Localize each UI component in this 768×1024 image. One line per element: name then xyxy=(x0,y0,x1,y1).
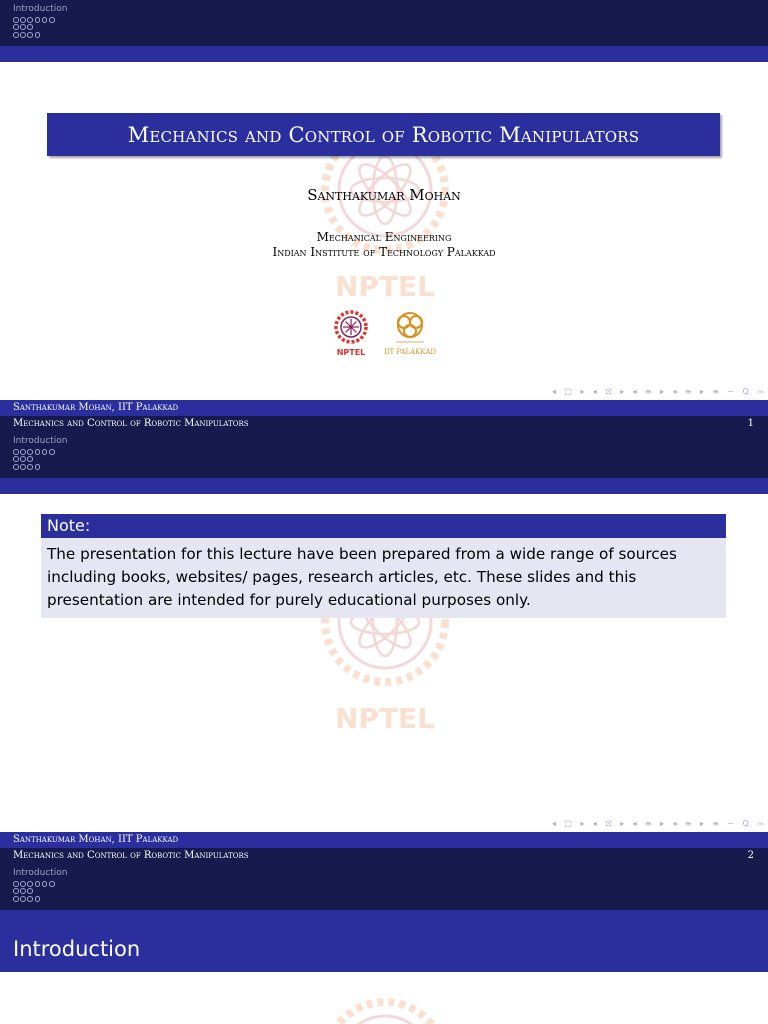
frame-dot-icon[interactable] xyxy=(35,896,41,902)
subsection-navigation-dots xyxy=(13,448,56,471)
frame-dot-icon[interactable] xyxy=(20,449,26,455)
frame-dot-icon[interactable] xyxy=(49,449,55,455)
nav-control-icon[interactable]: ∽ xyxy=(727,386,735,396)
iit-palakkad-logo xyxy=(380,310,440,362)
nav-control-icon[interactable]: ◂ xyxy=(632,818,637,828)
frame-dot-icon[interactable] xyxy=(27,32,33,38)
nav-control-icon[interactable]: ◂ xyxy=(552,818,557,828)
section-link-introduction[interactable]: Introduction xyxy=(13,868,68,878)
frame-dot-icon[interactable] xyxy=(13,17,19,23)
nav-control-icon[interactable]: ▸ xyxy=(580,818,585,828)
frame-dot-icon[interactable] xyxy=(20,456,26,462)
frame-dot-icon[interactable] xyxy=(20,888,26,894)
nav-control-icon[interactable]: □ xyxy=(564,386,572,396)
section-link-introduction[interactable]: Introduction xyxy=(13,4,68,14)
frame-dot-icon[interactable] xyxy=(20,32,26,38)
nav-control-icon[interactable]: ▸ xyxy=(620,386,625,396)
footer-author: Santhakumar Mohan, IIT Palakkad xyxy=(0,832,768,848)
nav-control-icon[interactable]: ≡ xyxy=(644,818,652,828)
department: Mechanical Engineering xyxy=(316,230,452,244)
frame-dot-icon[interactable] xyxy=(20,17,26,23)
subsection-navigation-dots xyxy=(13,880,56,903)
frame-dot-icon[interactable] xyxy=(20,464,26,470)
note-line: The presentation for this lecture have been prepared from a wide range of sources xyxy=(47,545,677,563)
watermark-text: NPTEL xyxy=(334,702,436,735)
frame-dot-icon[interactable] xyxy=(13,888,19,894)
frame-title: Introduction xyxy=(0,926,768,972)
frame-dot-icon[interactable] xyxy=(42,449,48,455)
iit-palakkad-emblem-icon xyxy=(380,310,440,346)
nav-control-icon[interactable]: ◂ xyxy=(672,818,677,828)
frame-dot-icon[interactable] xyxy=(27,17,33,23)
frame-dot-icon[interactable] xyxy=(13,881,19,887)
footer-title: Mechanics and Control of Robotic Manipulators xyxy=(13,850,249,861)
header-subbar xyxy=(0,910,768,926)
frame-dot-icon[interactable] xyxy=(27,464,33,470)
frame-dot-icon[interactable] xyxy=(13,464,19,470)
header-navigation-bar xyxy=(0,0,768,46)
frame-dot-icon[interactable] xyxy=(27,896,33,902)
frame-dot-icon[interactable] xyxy=(27,456,33,462)
dot-row xyxy=(13,31,56,39)
presentation-title: Mechanics and Control of Robotic Manipulators xyxy=(127,122,640,147)
frame-dot-icon[interactable] xyxy=(13,456,19,462)
nav-control-icon[interactable]: ∾ xyxy=(757,386,764,396)
frame-dot-icon[interactable] xyxy=(20,24,26,30)
nav-control-icon[interactable]: ≡ xyxy=(712,386,719,396)
nav-control-icon[interactable]: ▸ xyxy=(699,818,704,828)
header-subbar xyxy=(0,46,768,62)
nav-control-icon[interactable]: ▸ xyxy=(660,818,665,828)
nav-control-icon[interactable]: □ xyxy=(564,818,572,828)
dot-row xyxy=(13,888,56,896)
frame-dot-icon[interactable] xyxy=(13,24,19,30)
header-subbar xyxy=(0,478,768,494)
footer-title: Mechanics and Control of Robotic Manipulators xyxy=(13,418,249,429)
footer-author: Santhakumar Mohan, IIT Palakkad xyxy=(0,400,768,416)
header-navigation-bar xyxy=(0,864,768,910)
watermark-emblem-icon xyxy=(300,992,470,1024)
footer-title-bar xyxy=(0,848,768,864)
dot-row xyxy=(13,463,56,471)
nav-control-icon[interactable]: ≡ xyxy=(644,386,652,396)
frame-dot-icon[interactable] xyxy=(49,17,55,23)
nptel-emblem-icon xyxy=(321,310,381,346)
slide-title xyxy=(0,0,768,432)
frame-dot-icon[interactable] xyxy=(35,449,41,455)
page-number: 2 xyxy=(747,850,754,861)
note-block-body xyxy=(41,538,726,618)
frame-dot-icon[interactable] xyxy=(27,24,33,30)
institute: Indian Institute of Technology Palakkad xyxy=(272,245,496,259)
nav-control-icon[interactable]: ▸ xyxy=(699,386,704,396)
nav-control-icon[interactable]: ▸ xyxy=(660,386,665,396)
frame-dot-icon[interactable] xyxy=(35,881,41,887)
frame-dot-icon[interactable] xyxy=(13,449,19,455)
note-block-title: Note: xyxy=(41,514,726,538)
nptel-watermark xyxy=(300,992,470,1024)
nav-control-icon[interactable]: ⊡ xyxy=(605,386,612,396)
nav-control-icon[interactable]: ≡ xyxy=(684,386,692,396)
nav-control-icon[interactable]: ▸ xyxy=(580,386,585,396)
nav-control-icon[interactable]: ⊡ xyxy=(605,818,612,828)
note-line: presentation are intended for purely educational purposes only. xyxy=(47,591,531,609)
frame-dot-icon[interactable] xyxy=(20,896,26,902)
watermark-text: NPTEL xyxy=(334,270,436,303)
nav-control-icon[interactable]: ≡ xyxy=(684,818,692,828)
slide-note xyxy=(0,432,768,864)
frame-dot-icon[interactable] xyxy=(13,896,19,902)
frame-dot-icon[interactable] xyxy=(27,449,33,455)
slide-introduction xyxy=(0,864,768,1024)
nptel-logo-caption: NPTEL xyxy=(336,348,366,357)
nav-control-icon[interactable]: ∽ xyxy=(727,818,735,828)
frame-dot-icon[interactable] xyxy=(13,32,19,38)
subsection-navigation-dots xyxy=(13,16,56,39)
nav-control-icon[interactable]: ≡ xyxy=(712,818,719,828)
nav-control-icon[interactable]: ◂ xyxy=(592,818,597,828)
frame-dot-icon[interactable] xyxy=(35,464,41,470)
nav-control-icon[interactable]: Q xyxy=(742,818,749,828)
iit-palakkad-logo-caption: IIT PALAKKAD xyxy=(383,348,437,356)
frame-dot-icon[interactable] xyxy=(20,881,26,887)
dot-row xyxy=(13,16,56,24)
header-navigation-bar xyxy=(0,432,768,478)
nav-control-icon[interactable]: ◂ xyxy=(592,386,597,396)
section-link-introduction[interactable]: Introduction xyxy=(13,436,68,446)
frame-dot-icon[interactable] xyxy=(42,17,48,23)
dot-row xyxy=(13,24,56,32)
nav-control-icon[interactable]: ▸ xyxy=(620,818,625,828)
author-name: Santhakumar Mohan xyxy=(307,186,461,204)
nav-control-icon[interactable]: ◂ xyxy=(632,386,637,396)
frame-dot-icon[interactable] xyxy=(27,888,33,894)
title-banner xyxy=(47,113,720,156)
nav-control-icon[interactable]: ◂ xyxy=(672,386,677,396)
beamer-navigation-controls[interactable] xyxy=(552,385,764,397)
dot-row xyxy=(13,880,56,888)
dot-row xyxy=(13,448,56,456)
nav-control-icon[interactable]: Q xyxy=(742,386,749,396)
dot-row xyxy=(13,456,56,464)
footer-title-bar xyxy=(0,416,768,432)
nav-control-icon[interactable]: ∾ xyxy=(757,818,764,828)
frame-dot-icon[interactable] xyxy=(35,17,41,23)
note-line: including books, websites/ pages, research articles, etc. These slides and this xyxy=(47,568,637,586)
frame-dot-icon[interactable] xyxy=(27,881,33,887)
frame-dot-icon[interactable] xyxy=(35,32,41,38)
nptel-logo xyxy=(321,310,381,362)
dot-row xyxy=(13,895,56,903)
frame-dot-icon[interactable] xyxy=(49,881,55,887)
frame-dot-icon[interactable] xyxy=(42,881,48,887)
beamer-navigation-controls[interactable] xyxy=(552,817,764,829)
nav-control-icon[interactable]: ◂ xyxy=(552,386,557,396)
page-number: 1 xyxy=(747,418,754,429)
